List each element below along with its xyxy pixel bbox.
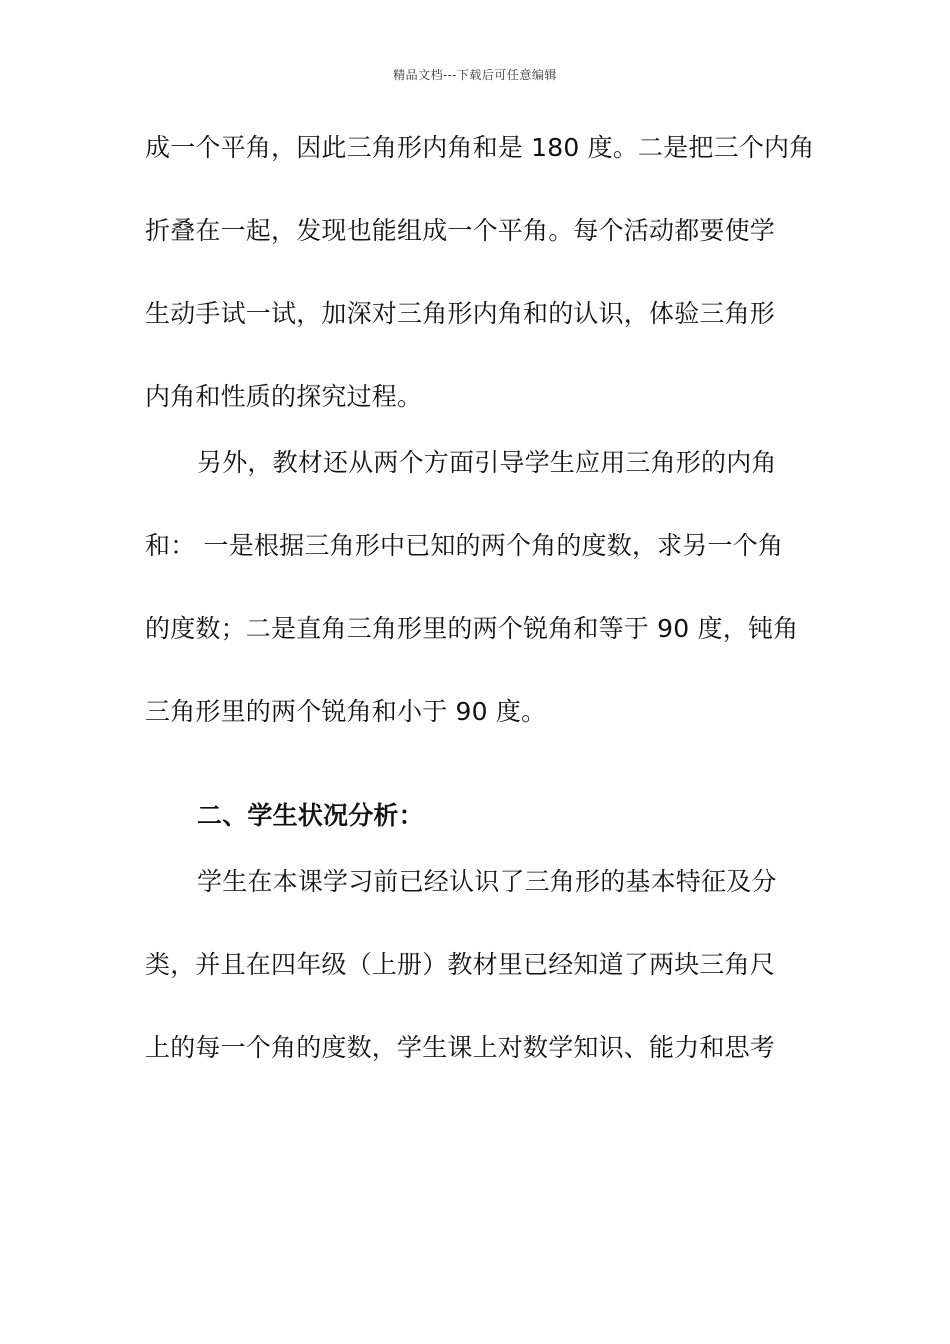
paragraph-line: 类，并且在四年级（上册）教材里已经知道了两块三角尺: [145, 950, 776, 979]
paragraph-line: 成一个平角，因此三角形内角和是 180 度。二是把三个内角: [145, 133, 815, 162]
page-header: 精品文档---下载后可任意编辑: [393, 68, 557, 82]
paragraph-line: 上的每一个角的度数，学生课上对数学知识、能力和思考: [145, 1033, 776, 1062]
paragraph-line: 另外，教材还从两个方面引导学生应用三角形的内角: [197, 448, 777, 477]
paragraph-line: 学生在本课学习前已经认识了三角形的基本特征及分: [197, 867, 777, 896]
paragraph-line: 的度数；二是直角三角形里的两个锐角和等于 90 度，钝角: [145, 614, 799, 643]
paragraph-line: 三角形里的两个锐角和小于 90 度。: [145, 697, 547, 726]
paragraph-line: 和： 一是根据三角形中已知的两个角的度数，求另一个角: [145, 531, 784, 560]
paragraph-line: 折叠在一起，发现也能组成一个平角。每个活动都要使学: [145, 216, 776, 245]
section-heading: 二、学生状况分析：: [197, 801, 424, 830]
paragraph-line: 内角和性质的探究过程。: [145, 382, 423, 411]
paragraph-line: 生动手试一试，加深对三角形内角和的认识，体验三角形: [145, 299, 776, 328]
